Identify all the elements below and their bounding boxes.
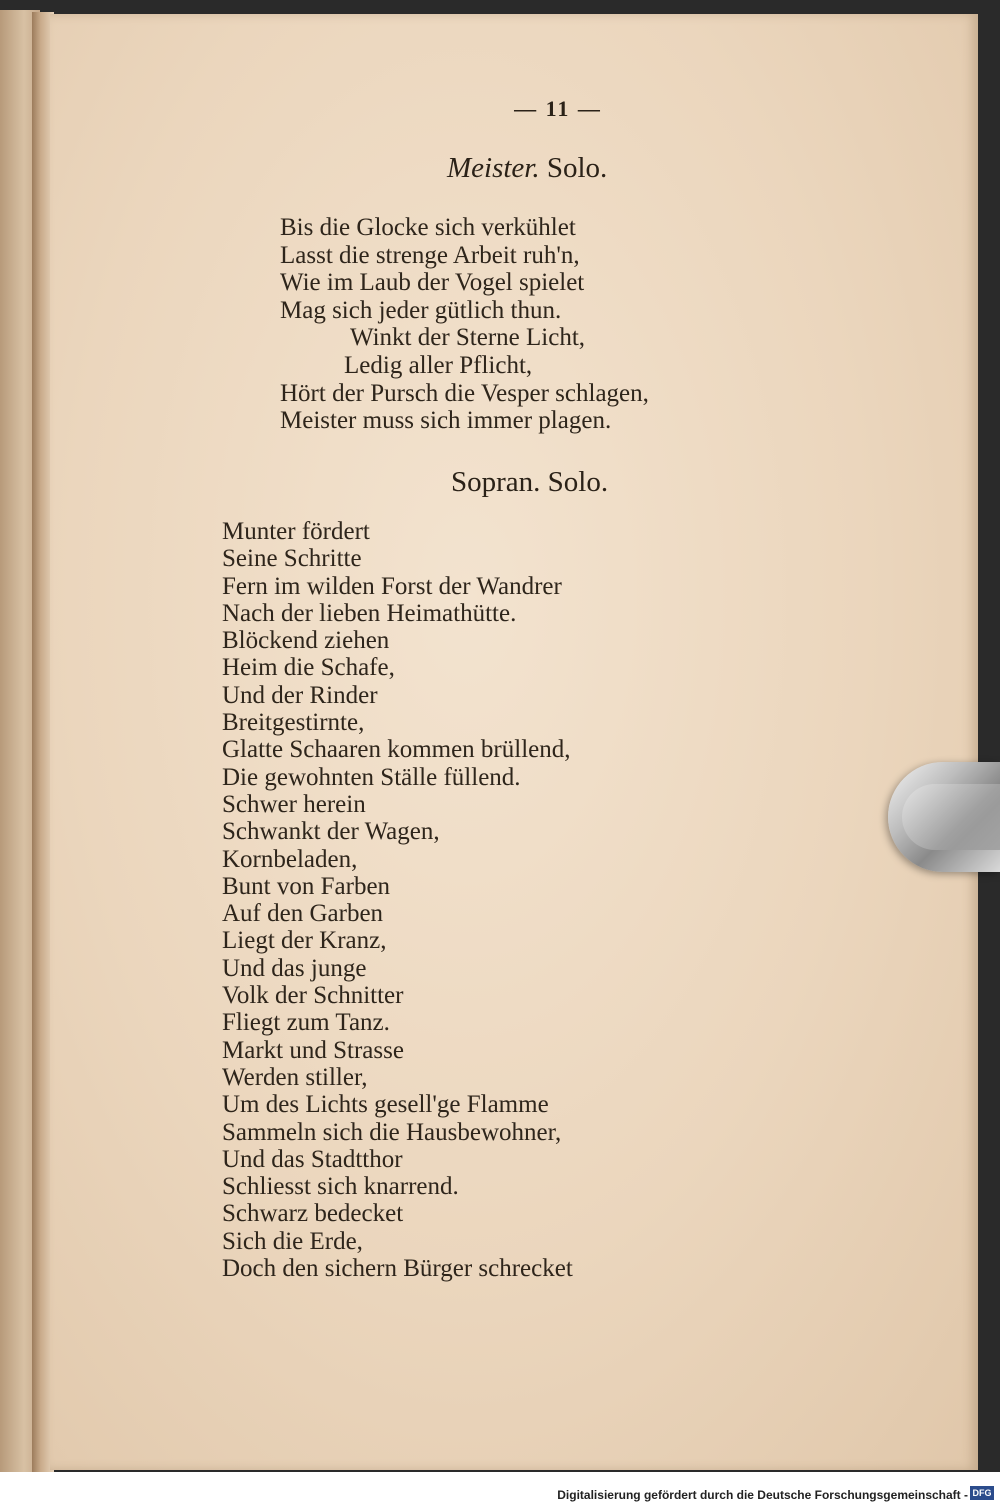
verse-line: Fern im wilden Forst der Wandrer	[222, 572, 562, 600]
verse-line: Und das junge	[222, 954, 367, 982]
verse-line: Bunt von Farben	[222, 872, 391, 900]
dfg-logo-icon: DFG	[970, 1486, 994, 1500]
verse-line: Kornbeladen,	[222, 845, 358, 873]
section-title-meister	[447, 152, 607, 185]
verse-line: Volk der Schnitter	[222, 982, 404, 1010]
verse-line: Markt und Strasse	[222, 1036, 404, 1064]
verse-line: Wie im Laub der Vogel spielet	[280, 269, 585, 297]
verse-line: Doch den sichern Bürger schrecket	[222, 1255, 573, 1283]
digitization-credit: Digitalisierung gefördert durch die Deutsche Forschungsgemeinschaft -	[557, 1488, 968, 1502]
verse-line: Hört der Pursch die Vesper schlagen,	[280, 379, 649, 407]
verse-line: Schliesst sich knarrend.	[222, 1173, 459, 1201]
section-title-sopran	[451, 466, 608, 499]
verse-line: Mag sich jeder gütlich thun.	[280, 296, 562, 324]
verse-line: Liegt der Kranz,	[222, 927, 387, 955]
verse-line: Die gewohnten Ställe füllend.	[222, 763, 521, 791]
verse-line: Nach der lieben Heimathütte.	[222, 599, 517, 627]
page-clip	[888, 762, 1000, 872]
page-clip-highlight	[902, 784, 1000, 850]
verse-line: Schwer herein	[222, 790, 366, 818]
stanza-meister	[280, 214, 649, 435]
verse-line: Lasst die strenge Arbeit ruh'n,	[280, 241, 580, 269]
section-part: Solo.	[547, 466, 609, 498]
verse-line: Sich die Erde,	[222, 1227, 363, 1255]
verse-line: Meister muss sich immer plagen.	[280, 407, 612, 435]
verse-line: Breitgestirnte,	[222, 709, 365, 737]
verse-line: Schwarz bedecket	[222, 1200, 404, 1228]
section-role: Meister.	[447, 152, 540, 184]
verse-line: Munter fördert	[222, 518, 370, 545]
verse-line: Glatte Schaaren kommen brüllend,	[222, 736, 571, 764]
verse-line: Ledig aller Pflicht,	[344, 351, 533, 379]
verse-line: Werden stiller,	[222, 1063, 368, 1091]
verse-line: Blöckend ziehen	[222, 627, 390, 655]
section-part: Solo.	[546, 152, 608, 184]
verse-line: Sammeln sich die Hausbewohner,	[222, 1118, 562, 1146]
verse-line: Winkt der Sterne Licht,	[350, 324, 586, 352]
verse-line: Um des Lichts gesell'ge Flamme	[222, 1091, 549, 1119]
verse-line: Bis die Glocke sich verkühlet	[280, 214, 576, 241]
page-number-header: — 11 —	[514, 96, 602, 121]
verse-line: Schwankt der Wagen,	[222, 818, 440, 846]
verse-line: Und das Stadtthor	[222, 1145, 403, 1173]
verse-line: Fliegt zum Tanz.	[222, 1009, 390, 1037]
verse-line: Und der Rinder	[222, 681, 378, 709]
verse-line: Seine Schritte	[222, 545, 362, 573]
stanza-sopran	[222, 518, 573, 1282]
verse-line: Auf den Garben	[222, 900, 384, 928]
verse-line: Heim die Schafe,	[222, 654, 395, 682]
section-role: Sopran.	[451, 466, 541, 498]
